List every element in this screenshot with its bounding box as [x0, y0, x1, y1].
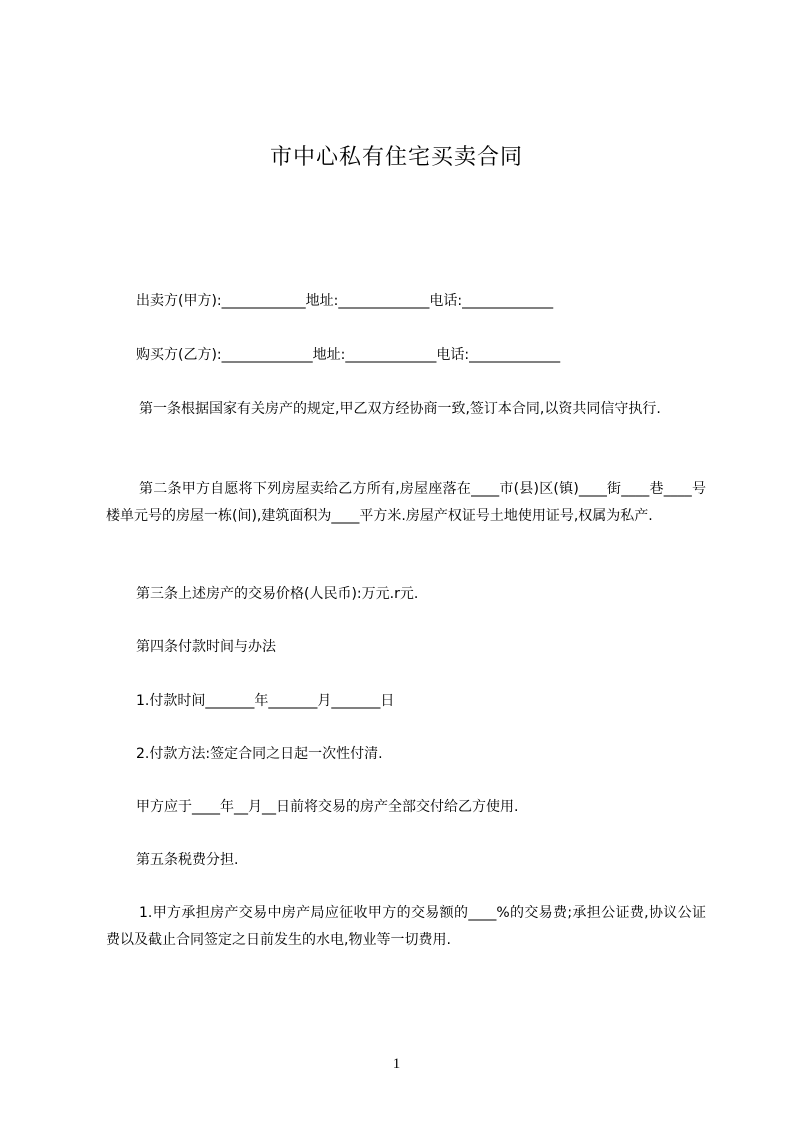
article-2: 第二条甲方自愿将下列房屋卖给乙方所有,房屋座落在____市(县)区(镇)____街____巷____号楼单元号的房屋一栋(间),建筑面积为____平方米.房屋产权证号土地使用证号,权属为私产. — [106, 481, 706, 524]
page-number: 1 — [392, 1056, 401, 1072]
payment-method: 2.付款方法:签定合同之日起一次性付清. — [136, 746, 383, 762]
article-3: 第三条上述房产的交易价格(人民币):万元.r元. — [136, 586, 419, 602]
article-5-heading: 第五条税费分担. — [136, 852, 239, 868]
buyer-line: 购买方(乙方):_____________地址:_____________电话:_____________ — [136, 347, 561, 363]
document-title: 市中心私有住宅买卖合同 — [269, 145, 523, 170]
handover-clause: 甲方应于____年__月__日前将交易的房产全部交付给乙方使用. — [136, 799, 519, 815]
article-4-heading: 第四条付款时间与办法 — [136, 639, 276, 655]
seller-line: 出卖方(甲方):____________地址:_____________电话:_____________ — [136, 293, 554, 309]
article-1: 第一条根据国家有关房产的规定,甲乙双方经协商一致,签订本合同,以资共同信守执行. — [139, 401, 661, 417]
tax-item-1: 1.甲方承担房产交易中房产局应征收甲方的交易额的____%的交易费;承担公证费,协议公证费以及截止合同签定之日前发生的水电,物业等一切费用. — [106, 905, 706, 948]
payment-time: 1.付款时间_______年_______月_______日 — [136, 693, 395, 709]
